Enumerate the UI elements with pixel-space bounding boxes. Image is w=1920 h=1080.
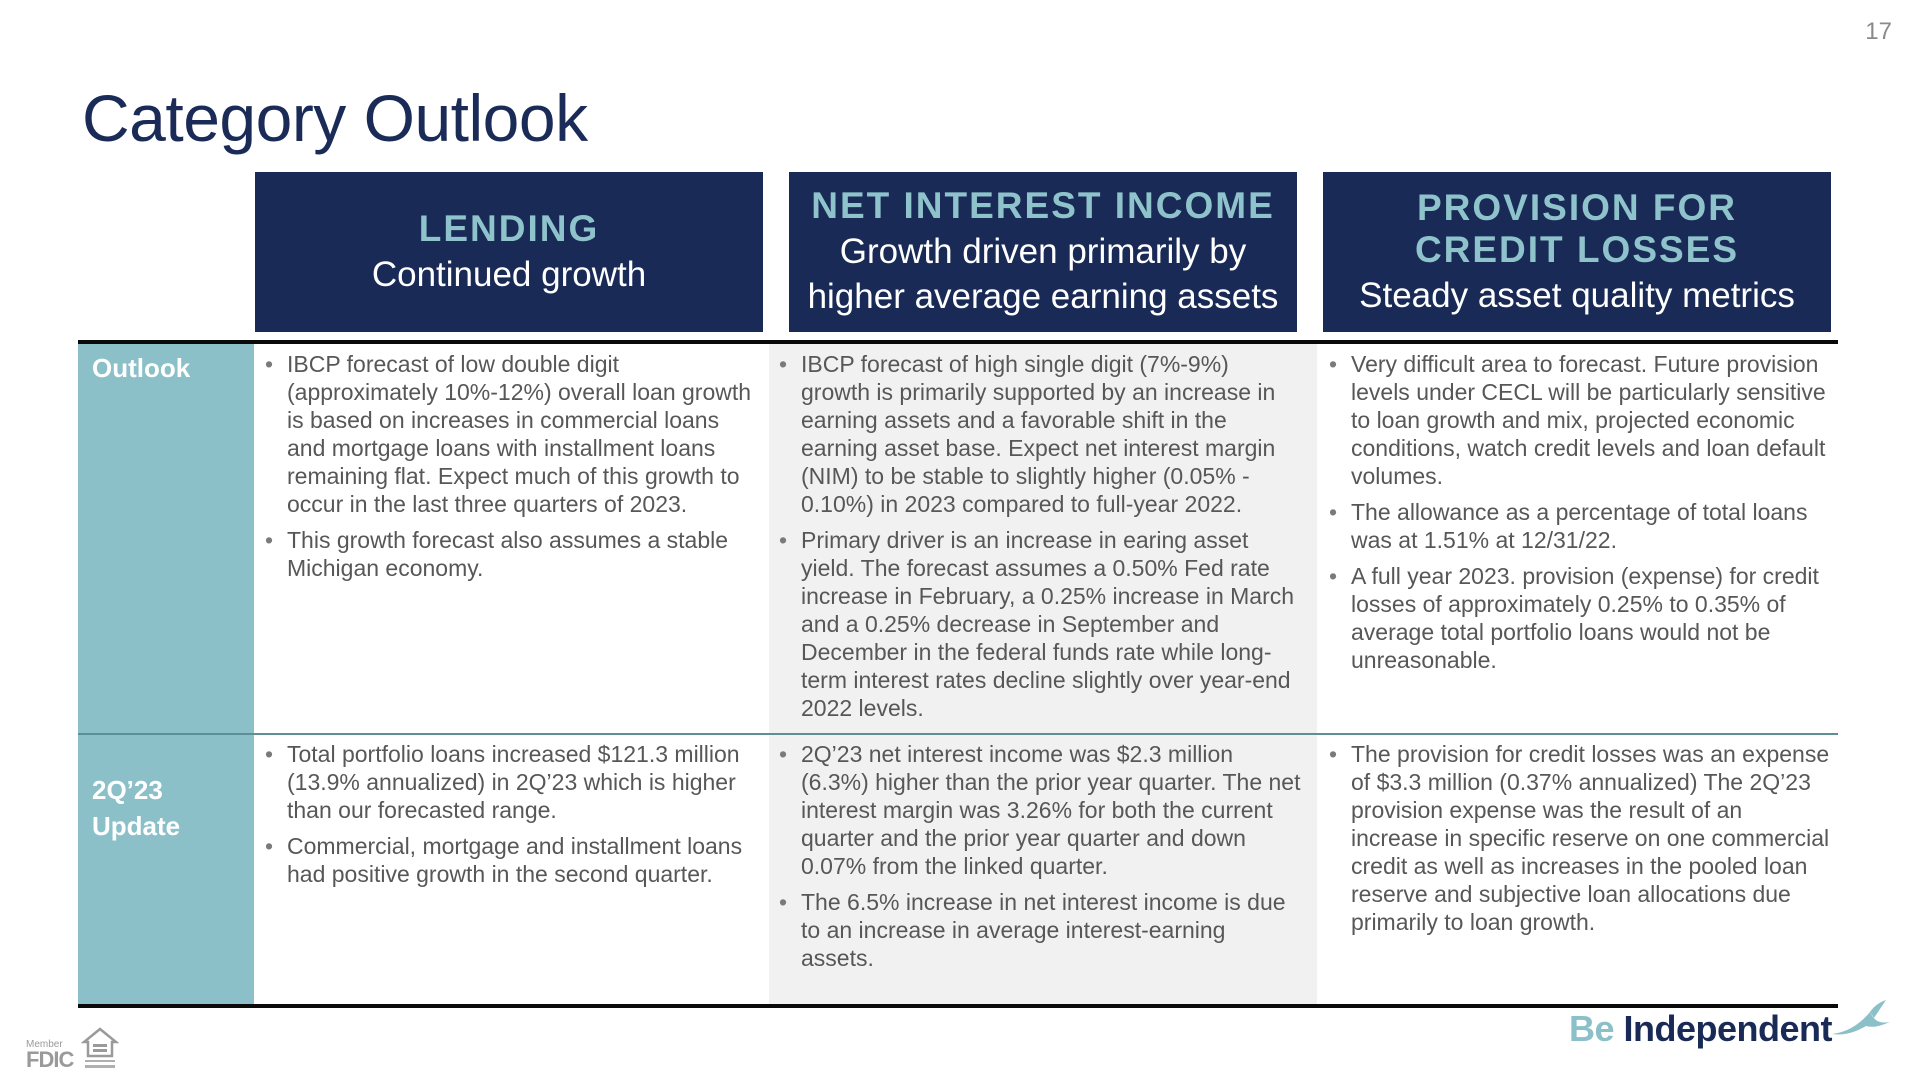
header-provision-credit-losses: [1323, 172, 1831, 332]
header-nii-title: NET INTEREST INCOME: [811, 185, 1275, 226]
bullet-item: • The allowance as a percentage of total loans was at 1.51% at 12/31/22.: [1329, 498, 1834, 554]
cell-outlook-lending: [265, 350, 763, 590]
fdic-word: FDIC: [26, 1047, 74, 1072]
row-label-column: [78, 344, 254, 1004]
cell-update-nii: [779, 740, 1303, 980]
bullet-item: • Commercial, mortgage and installment loans had positive growth in the second quarter.: [265, 832, 763, 888]
header-nii-subtitle: Growth driven primarily by higher average earning assets: [807, 232, 1279, 316]
brand-logo: [1569, 1008, 1832, 1050]
header-net-interest-income: [789, 172, 1297, 332]
bird-icon: [1830, 998, 1892, 1040]
header-lending-subtitle: Continued growth: [371, 254, 647, 294]
header-pcl-subtitle: Steady asset quality metrics: [1359, 275, 1795, 315]
fdic-member: Member: [26, 1039, 63, 1050]
page-title: Category Outlook: [82, 81, 588, 155]
brand-be: Be: [1568, 1008, 1614, 1049]
bullet-item: • This growth forecast also assumes a stable Michigan economy.: [265, 526, 763, 582]
header-pcl-title-line1: PROVISION FOR: [1417, 186, 1737, 228]
row-label-update: 2Q’23 Update: [92, 775, 181, 841]
bullet-item: • IBCP forecast of low double digit (approximately 10%-12%) overall loan growth is based on increases in commercial loans and mortgage loans with installment loans remaining flat. Expect much of this growth to occur in the last three quarters of 2023.: [265, 350, 763, 518]
page-number: 17: [1865, 18, 1892, 45]
bullet-item: • Primary driver is an increase in earing asset yield. The forecast assumes a 0.50% Fed rate increase in February, a 0.25% increase in March and a 0.25% decrease in September and December in the federal funds rate while long-term interest rates decline slightly over year-end 2022 levels.: [779, 526, 1303, 722]
fdic-logo: [26, 1026, 119, 1070]
row-label-outlook: Outlook: [92, 353, 191, 383]
header-lending-title: LENDING: [418, 207, 600, 249]
header-pcl-title-line2: CREDIT LOSSES: [1414, 228, 1740, 270]
cell-outlook-nii: [779, 350, 1303, 730]
cell-outlook-pcl: [1329, 350, 1834, 682]
bullet-item: • Total portfolio loans increased $121.3 million (13.9% annualized) in 2Q’23 which is higher than our forecasted range.: [265, 740, 763, 824]
bullet-item: • The provision for credit losses was an expense of $3.3 million (0.37% annualized) The 2Q’23 provision expense was the result of an increase in specific reserve on one commercial credit as well as increases in the pooled loan reserve and subjective loan allocations due primarily to loan growth.: [1329, 740, 1834, 936]
fdic-text: [26, 1039, 73, 1070]
cell-update-pcl: [1329, 740, 1834, 944]
bullet-item: • Very difficult area to forecast. Future provision levels under CECL will be particularly sensitive to loan growth and mix, projected economic conditions, watch credit levels and loan default volumes.: [1329, 350, 1834, 490]
table-top-rule: [78, 340, 1838, 344]
bullet-item: • 2Q’23 net interest income was $2.3 million (6.3%) higher than the prior year quarter. The net interest margin was 3.26% for both the current quarter and the prior year quarter and down 0.07% from the linked quarter.: [779, 740, 1303, 880]
bullet-item: • A full year 2023. provision (expense) for credit losses of approximately 0.25% to 0.35% of average total portfolio loans would not be unreasonable.: [1329, 562, 1834, 674]
bullet-item: • IBCP forecast of high single digit (7%-9%) growth is primarily supported by an increase in earning assets and a favorable shift in the earning asset base. Expect net interest margin (NIM) to be stable to slightly higher (0.05% - 0.10%) in 2023 compared to full-year 2022.: [779, 350, 1303, 518]
table-middle-rule: [78, 733, 1838, 735]
equal-housing-lender-icon: [81, 1026, 119, 1070]
cell-update-lending: [265, 740, 763, 896]
header-lending: [255, 172, 763, 332]
bullet-item: • The 6.5% increase in net interest income is due to an increase in average interest-earning assets.: [779, 888, 1303, 972]
brand-independent: Independent: [1623, 1008, 1832, 1049]
